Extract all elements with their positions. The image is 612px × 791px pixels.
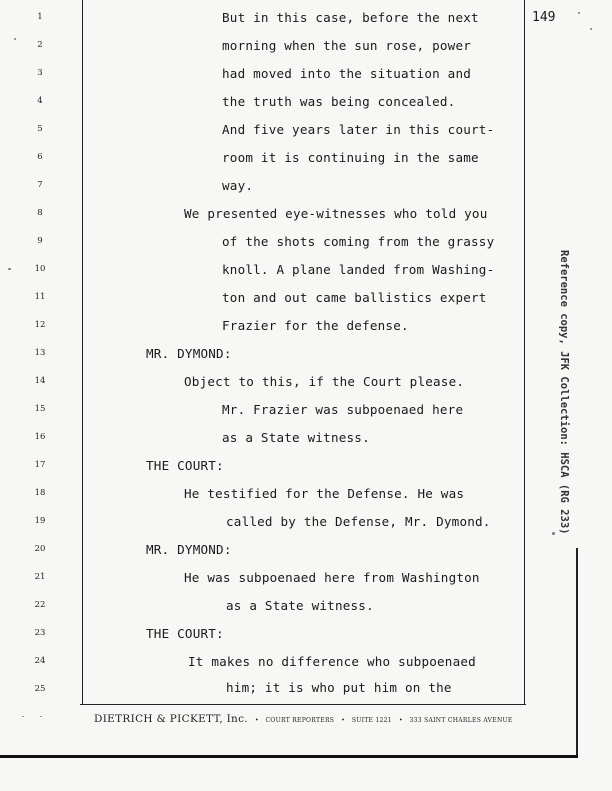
line-number: 17 xyxy=(34,460,46,470)
footer-separator: • xyxy=(398,717,403,724)
scan-speck xyxy=(22,716,24,717)
line-number: 14 xyxy=(34,376,46,386)
transcript-line: had moved into the situation and xyxy=(222,66,472,81)
line-number: 25 xyxy=(34,684,46,694)
left-margin-rule xyxy=(82,0,83,705)
line-number: 19 xyxy=(34,516,46,526)
line-number: 11 xyxy=(34,292,46,302)
line-number: 15 xyxy=(34,404,46,414)
line-number: 3 xyxy=(37,68,43,78)
line-number: 12 xyxy=(34,320,46,330)
speaker-label: MR. DYMOND: xyxy=(146,346,232,361)
line-number: 24 xyxy=(34,656,46,666)
transcript-line: He testified for the Defense. He was xyxy=(184,486,465,501)
firm-suite: SUITE 1221 xyxy=(351,717,392,724)
bottom-frame-rule xyxy=(0,755,578,758)
page-number: 149 xyxy=(532,10,556,25)
footer-separator: • xyxy=(341,717,345,724)
transcript-line: as a State witness. xyxy=(226,598,374,613)
transcript-line: the truth was being concealed. xyxy=(222,94,456,109)
transcript-line: But in this case, before the next xyxy=(222,10,479,25)
transcript-line: Object to this, if the Court please. xyxy=(184,374,465,389)
line-number: 5 xyxy=(37,124,43,134)
bottom-rule xyxy=(80,704,526,705)
line-number: 23 xyxy=(34,628,46,638)
line-number: 16 xyxy=(34,432,46,442)
line-number: 6 xyxy=(37,152,43,162)
speaker-label: THE COURT: xyxy=(146,626,224,641)
scan-speck xyxy=(14,38,16,40)
line-number: 21 xyxy=(34,572,46,582)
transcript-line: morning when the sun rose, power xyxy=(222,38,472,53)
speaker-label: THE COURT: xyxy=(146,458,224,473)
right-frame-rule xyxy=(576,548,578,758)
transcript-line: We presented eye-witnesses who told you xyxy=(184,206,488,221)
right-margin-rule xyxy=(524,0,525,705)
transcript-line: ton and out came ballistics expert xyxy=(222,290,487,305)
line-number: 10 xyxy=(34,264,46,274)
line-number: 4 xyxy=(37,96,43,106)
speaker-label: MR. DYMOND: xyxy=(146,542,232,557)
scan-speck xyxy=(40,716,42,717)
transcript-line: Mr. Frazier was subpoenaed here xyxy=(222,402,464,417)
line-number: 9 xyxy=(37,236,43,246)
transcript-line: He was subpoenaed here from Washington xyxy=(184,570,480,585)
transcript-line: way. xyxy=(222,178,254,193)
line-number: 8 xyxy=(37,208,43,218)
firm-role: COURT REPORTERS xyxy=(265,717,335,724)
transcript-line: of the shots coming from the grassy xyxy=(222,234,495,249)
line-number: 2 xyxy=(37,40,43,50)
transcript-line: as a State witness. xyxy=(222,430,370,445)
transcript-line: And five years later in this court- xyxy=(222,122,495,137)
transcript-line: knoll. A plane landed from Washing- xyxy=(222,262,495,277)
line-number: 20 xyxy=(34,544,46,554)
scan-speck xyxy=(590,28,592,30)
scan-speck xyxy=(578,12,580,14)
transcript-line: It makes no difference who subpoenaed xyxy=(188,654,476,669)
footer-separator: • xyxy=(254,717,259,724)
line-number: 7 xyxy=(37,180,43,190)
transcript-line: called by the Defense, Mr. Dymond. xyxy=(226,514,491,529)
line-number: 1 xyxy=(37,12,43,22)
scan-speck xyxy=(552,532,555,535)
archive-reference-note: Reference copy, JFK Collection: HSCA (RG 233) xyxy=(558,250,570,535)
scan-speck xyxy=(8,268,11,270)
page-footer xyxy=(94,713,513,725)
line-number: 13 xyxy=(34,348,46,358)
transcript-line: him; it is who put him on the xyxy=(226,680,452,695)
line-number: 18 xyxy=(34,488,46,498)
transcript-line: Frazier for the defense. xyxy=(222,318,409,333)
firm-name: DIETRICH & PICKETT, Inc. xyxy=(94,713,248,725)
firm-address: 333 SAINT CHARLES AVENUE xyxy=(409,717,513,724)
line-number: 22 xyxy=(34,600,46,610)
transcript-line: room it is continuing in the same xyxy=(222,150,479,165)
